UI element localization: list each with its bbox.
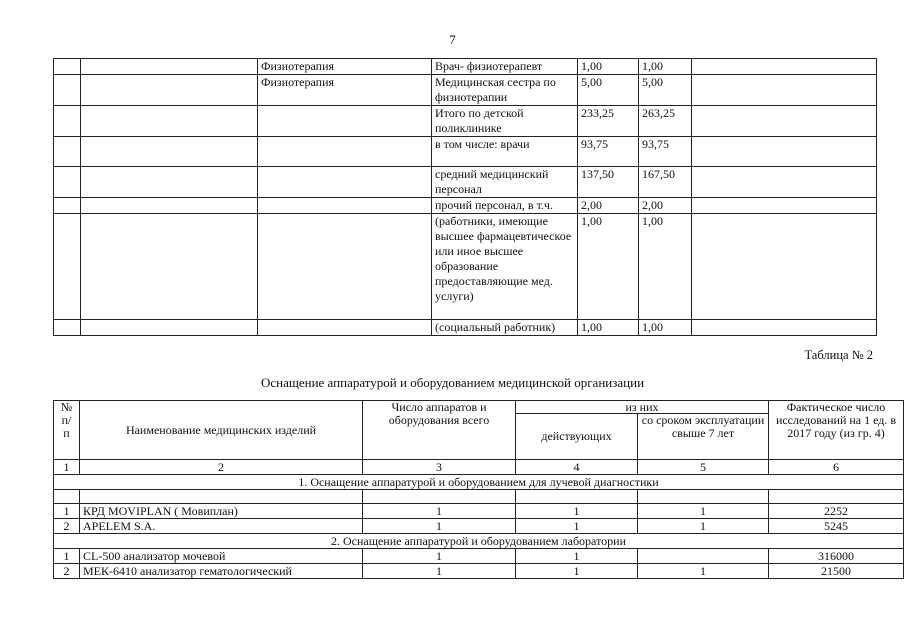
- value-plan-cell: 93,75: [578, 137, 639, 167]
- header-old: со сроком эксплуатации свыше 7 лет: [638, 414, 769, 460]
- value-plan-cell: 1,00: [578, 214, 639, 320]
- row-number: 1: [54, 504, 80, 519]
- section-row: [54, 534, 904, 549]
- section-title: 1. Оснащение аппаратурой и оборудованием для лучевой диагностики: [54, 475, 904, 490]
- col-number: 2: [80, 460, 363, 475]
- table-row: [54, 564, 904, 579]
- value-plan-cell: 5,00: [578, 75, 639, 106]
- row-number: 2: [54, 519, 80, 534]
- blank-cell: [692, 75, 877, 106]
- actual-studies: 2252: [769, 504, 904, 519]
- old-count: 1: [638, 504, 769, 519]
- active-count: 1: [516, 519, 638, 534]
- value-actual-cell: 2,00: [639, 198, 692, 214]
- row-blank: [54, 198, 81, 214]
- row-blank: [54, 320, 81, 336]
- staff-row: [54, 59, 877, 75]
- blank-cell: [81, 137, 258, 167]
- blank-cell: [692, 167, 877, 198]
- position-cell: (социальный работник): [432, 320, 578, 336]
- staff-row: [54, 75, 877, 106]
- value-plan-cell: 1,00: [578, 59, 639, 75]
- col-number: 4: [516, 460, 638, 475]
- table-row: [54, 504, 904, 519]
- blank-cell: [692, 106, 877, 137]
- col-number: 6: [769, 460, 904, 475]
- staff-row: [54, 214, 877, 320]
- blank-cell: [692, 59, 877, 75]
- blank-cell: [692, 198, 877, 214]
- position-cell: прочий персонал, в т.ч.: [432, 198, 578, 214]
- old-count: 1: [638, 564, 769, 579]
- row-blank: [54, 137, 81, 167]
- header-row: [54, 401, 904, 414]
- staff-table: [53, 58, 877, 336]
- row-blank: [54, 106, 81, 137]
- value-actual-cell: 1,00: [639, 59, 692, 75]
- blank-cell: [81, 320, 258, 336]
- staff-row: [54, 106, 877, 137]
- blank-cell: [692, 320, 877, 336]
- value-actual-cell: 1,00: [639, 320, 692, 336]
- actual-studies: 21500: [769, 564, 904, 579]
- blank-cell: [81, 106, 258, 137]
- department-cell: Физиотерапия: [258, 59, 432, 75]
- item-name: МЕК-6410 анализатор гематологический: [80, 564, 363, 579]
- spacer-row: [54, 490, 904, 504]
- value-plan-cell: 2,00: [578, 198, 639, 214]
- position-cell: Итого по детской поликлинике: [432, 106, 578, 137]
- total-count: 1: [363, 549, 516, 564]
- department-cell: [258, 320, 432, 336]
- header-num: № п/ п: [54, 401, 80, 460]
- value-actual-cell: 167,50: [639, 167, 692, 198]
- department-cell: [258, 214, 432, 320]
- col-number: 3: [363, 460, 516, 475]
- old-count: 1: [638, 519, 769, 534]
- blank-cell: [692, 137, 877, 167]
- value-plan-cell: 233,25: [578, 106, 639, 137]
- blank-cell: [81, 198, 258, 214]
- page-number: 7: [449, 32, 456, 47]
- value-actual-cell: 93,75: [639, 137, 692, 167]
- table-row: [54, 519, 904, 534]
- total-count: 1: [363, 504, 516, 519]
- department-cell: [258, 106, 432, 137]
- position-cell: в том числе: врачи: [432, 137, 578, 167]
- blank-cell: [81, 59, 258, 75]
- equipment-table: [53, 400, 904, 579]
- active-count: 1: [516, 504, 638, 519]
- row-number: 1: [54, 549, 80, 564]
- total-count: 1: [363, 519, 516, 534]
- row-blank: [54, 75, 81, 106]
- section-row: [54, 475, 904, 490]
- value-actual-cell: 263,25: [639, 106, 692, 137]
- item-name: APELEM S.A.: [80, 519, 363, 534]
- staff-row: [54, 167, 877, 198]
- department-cell: [258, 167, 432, 198]
- row-blank: [54, 59, 81, 75]
- value-plan-cell: 1,00: [578, 320, 639, 336]
- active-count: 1: [516, 564, 638, 579]
- staff-row: [54, 320, 877, 336]
- staff-row: [54, 198, 877, 214]
- value-actual-cell: 5,00: [639, 75, 692, 106]
- actual-studies: 316000: [769, 549, 904, 564]
- blank-cell: [81, 214, 258, 320]
- active-count: 1: [516, 549, 638, 564]
- column-numbers-row: [54, 460, 904, 475]
- department-cell: [258, 198, 432, 214]
- item-name: CL-500 анализатор мочевой: [80, 549, 363, 564]
- blank-cell: [692, 214, 877, 320]
- header-active: действующих: [516, 414, 638, 460]
- col-number: 5: [638, 460, 769, 475]
- position-cell: (работники, имеющие высшее фармацевтическое или иное высшее образование предоставляющие мед. услуги): [432, 214, 578, 320]
- blank-cell: [81, 167, 258, 198]
- row-number: 2: [54, 564, 80, 579]
- col-number: 1: [54, 460, 80, 475]
- value-actual-cell: 1,00: [639, 214, 692, 320]
- section-title: 2. Оснащение аппаратурой и оборудованием лаборатории: [54, 534, 904, 549]
- header-total: Число аппаратов и оборудования всего: [363, 401, 516, 460]
- header-name: Наименование медицинских изделий: [80, 401, 363, 460]
- total-count: 1: [363, 564, 516, 579]
- position-cell: средний медицинский персонал: [432, 167, 578, 198]
- blank-cell: [81, 75, 258, 106]
- old-count: [638, 549, 769, 564]
- position-cell: Медицинская сестра по физиотерапии: [432, 75, 578, 106]
- actual-studies: 5245: [769, 519, 904, 534]
- department-cell: [258, 137, 432, 167]
- department-cell: Физиотерапия: [258, 75, 432, 106]
- table-title: Оснащение аппаратурой и оборудованием медицинской организации: [260, 375, 645, 390]
- header-actual: Фактическое число исследований на 1 ед. в 2017 году (из гр. 4): [769, 401, 904, 460]
- item-name: КРД MOVIPLAN ( Мовиплан): [80, 504, 363, 519]
- position-cell: Врач- физиотерапевт: [432, 59, 578, 75]
- header-of-them: из них: [516, 401, 769, 414]
- row-blank: [54, 167, 81, 198]
- staff-row: [54, 137, 877, 167]
- row-blank: [54, 214, 81, 320]
- value-plan-cell: 137,50: [578, 167, 639, 198]
- table-row: [54, 549, 904, 564]
- table-label: Таблица № 2: [804, 348, 873, 362]
